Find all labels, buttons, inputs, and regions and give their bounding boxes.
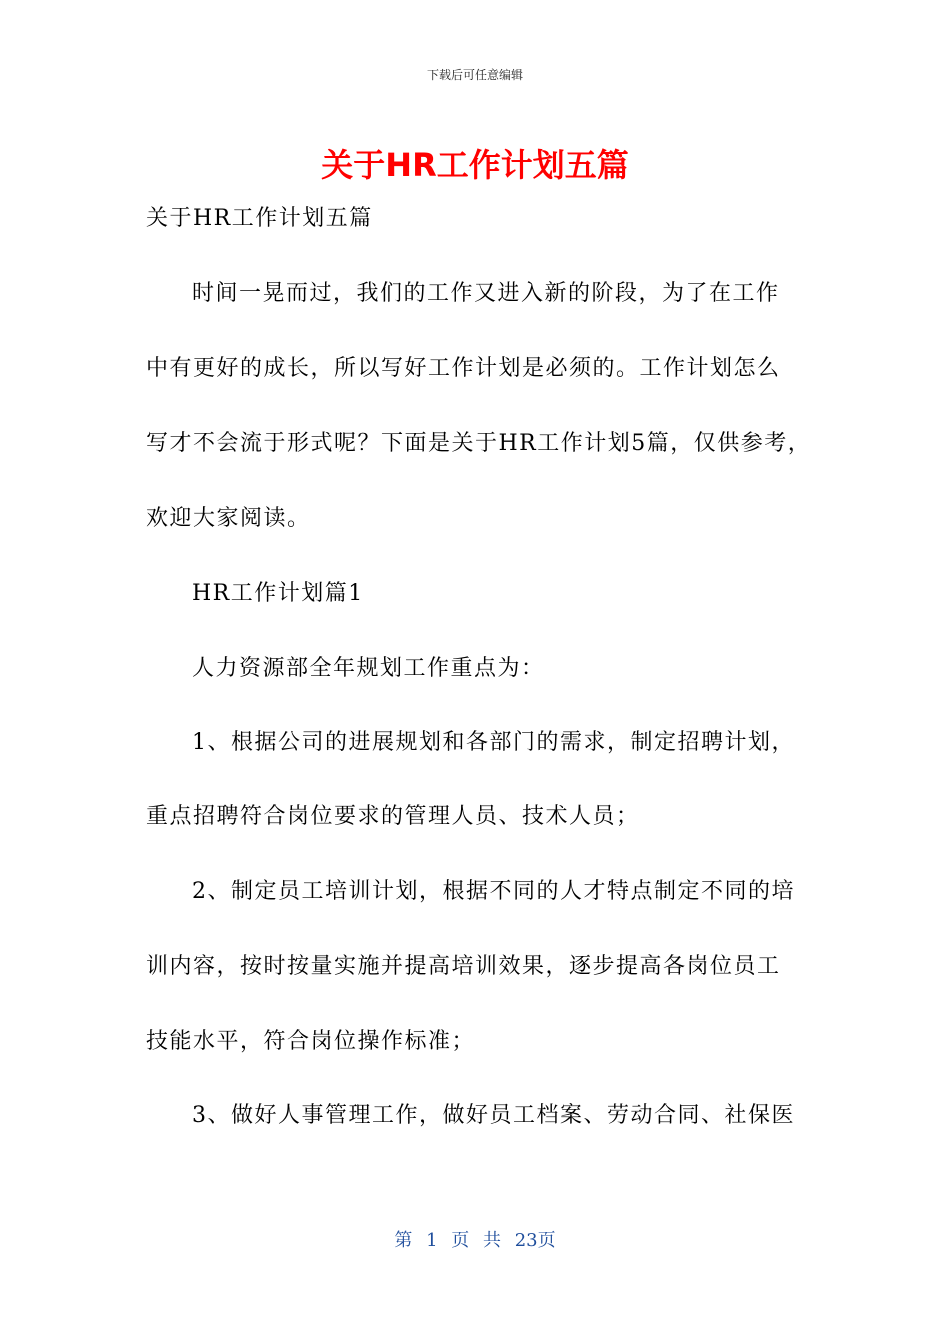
- subtitle-line: 关于HR工作计划五篇: [146, 206, 373, 231]
- header-note: 下载后可任意编辑: [426, 68, 523, 82]
- paragraph-line: 训内容，按时按量实施并提高培训效果，逐步提高各岗位员工: [146, 954, 781, 979]
- paragraph-line: 3、做好人事管理工作，做好员工档案、劳动合同、社保医: [192, 1103, 795, 1128]
- paragraph-line: 人力资源部全年规划工作重点为：: [192, 656, 545, 681]
- document-title: 关于HR工作计划五篇: [321, 146, 629, 184]
- section-heading: HR工作计划篇1: [192, 581, 364, 606]
- paragraph-line: 1、根据公司的进展规划和各部门的需求，制定招聘计划，: [192, 730, 795, 755]
- paragraph-line: 2、制定员工培训计划，根据不同的人才特点制定不同的培: [192, 879, 795, 904]
- paragraph-line: 欢迎大家阅读。: [146, 506, 311, 531]
- paragraph-line: 重点招聘符合岗位要求的管理人员、技术人员；: [146, 804, 640, 829]
- paragraph-line: 中有更好的成长，所以写好工作计划是必须的。工作计划怎么: [146, 356, 781, 381]
- paragraph-line: 时间一晃而过，我们的工作又进入新的阶段，为了在工作: [192, 281, 780, 306]
- paragraph-line: 写才不会流于形式呢？下面是关于HR工作计划5篇，仅供参考，: [146, 431, 812, 456]
- paragraph-line: 技能水平，符合岗位操作标准；: [146, 1029, 476, 1054]
- page-footer: 第 1 页 共 23页: [394, 1230, 556, 1251]
